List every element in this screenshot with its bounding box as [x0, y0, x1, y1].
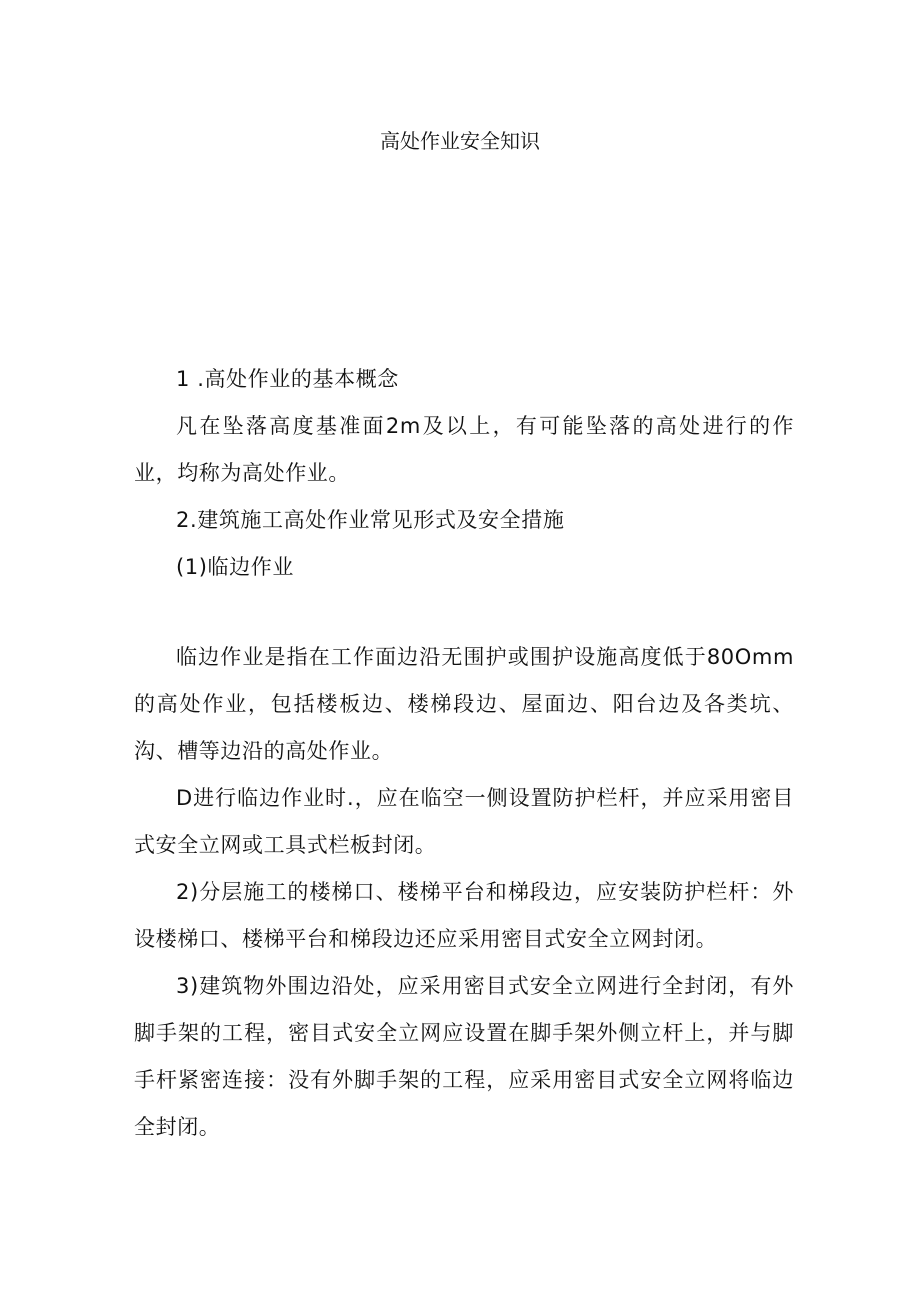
subsection1-heading: (1)临边作业 — [176, 555, 294, 579]
list-item-2: 2)分层施工的楼梯口、楼梯平台和梯段边，应安装防护栏杆：外设楼梯口、楼梯平台和梯段边还应采用密目式安全立网封闭。 — [134, 880, 794, 951]
section2-heading: 2.建筑施工高处作业常见形式及安全措施 — [176, 508, 565, 532]
section1-heading: 1 .高处作业的基本概念 — [176, 367, 399, 391]
subsection1-paragraph: 临边作业是指在工作面边沿无围护或围护设施高度低于80Omm的高处作业，包括楼板边、楼梯段边、屋面边、阳台边及各类坑、沟、槽等边沿的高处作业。 — [134, 645, 794, 763]
list-item-1: D进行临边作业时.，应在临空一侧设置防护栏杆，并应采用密目式安全立网或工具式栏板封闭。 — [134, 786, 794, 857]
document-body-lower — [134, 634, 794, 1151]
list-item-3: 3)建筑物外围边沿处，应采用密目式安全立网进行全封闭，有外脚手架的工程，密目式安全立网应设置在脚手架外侧立杆上，并与脚手杆紧密连接：没有外脚手架的工程，应采用密目式安全立网将临边全封闭。 — [134, 974, 794, 1139]
document-title: 高处作业安全知识 — [380, 129, 540, 153]
document-body-upper — [134, 356, 794, 591]
section1-paragraph: 凡在坠落高度基准面2m及以上，有可能坠落的高处进行的作业，均称为高处作业。 — [134, 414, 794, 485]
